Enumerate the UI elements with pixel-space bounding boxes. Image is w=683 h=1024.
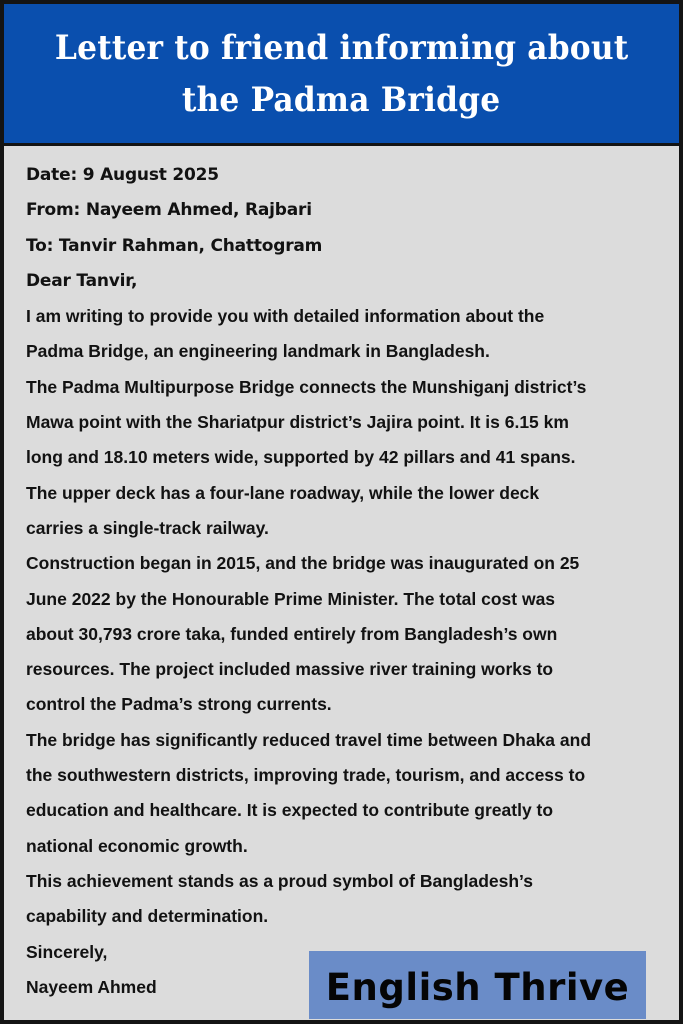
paragraph-line: long and 18.10 meters wide, supported by 42 pillars and 41 spans. [26, 447, 576, 468]
paragraph-line: The Padma Multipurpose Bridge connects the Munshiganj district’s [26, 376, 587, 397]
paragraph-line: about 30,793 crore taka, funded entirely from Bangladesh’s own [26, 623, 558, 644]
letter-date: Date: 9 August 2025 [26, 165, 219, 185]
paragraph-line: Construction began in 2015, and the bridge was inaugurated on 25 [26, 553, 580, 574]
brand-logo [309, 951, 646, 1019]
paragraph-intro [26, 299, 666, 370]
letter-salutation: Dear Tanvir, [26, 270, 138, 291]
letter-signature: Nayeem Ahmed [26, 976, 157, 997]
brand-logo-text: English Thrive [325, 965, 630, 1009]
title-banner [4, 4, 679, 143]
paragraph-line: I am writing to provide you with detailed information about the [26, 306, 545, 327]
paragraph-line: carries a single-track railway. [26, 517, 269, 538]
paragraph-line: capability and determination. [26, 906, 269, 927]
page-title-line-1: Letter to friend informing about [54, 27, 629, 68]
letter-from: From: Nayeem Ahmed, Rajbari [26, 200, 312, 221]
page-title-line-2: the Padma Bridge [182, 79, 501, 120]
paragraph-line: This achievement stands as a proud symbol of Bangladesh’s [26, 870, 533, 891]
paragraph-line: The upper deck has a four-lane roadway, while the lower deck [26, 482, 540, 503]
paragraph-line: control the Padma’s strong currents. [26, 694, 332, 715]
paragraph-line: June 2022 by the Honourable Prime Minister. The total cost was [26, 588, 556, 609]
paragraph-line: The bridge has significantly reduced travel time between Dhaka and [26, 729, 592, 750]
paragraph-conclusion [26, 864, 666, 935]
paragraph-line: Padma Bridge, an engineering landmark in Bangladesh. [26, 341, 490, 362]
paragraph-line: the southwestern districts, improving trade, tourism, and access to [26, 765, 586, 786]
letter-to: To: Tanvir Rahman, Chattogram [26, 235, 323, 256]
letter-closing: Sincerely, [26, 941, 108, 962]
paragraph-line: Mawa point with the Shariatpur district’s Jajira point. It is 6.15 km [26, 412, 569, 433]
letter-content [26, 158, 666, 1005]
letter-header [26, 158, 666, 299]
paragraph-description [26, 370, 666, 546]
paragraph-line: resources. The project included massive river training works to [26, 659, 554, 680]
paragraph-construction [26, 546, 666, 722]
paragraph-line: national economic growth. [26, 835, 248, 856]
paragraph-line: education and healthcare. It is expected to contribute greatly to [26, 800, 554, 821]
letter-body [4, 146, 679, 1020]
paragraph-impact [26, 723, 666, 864]
